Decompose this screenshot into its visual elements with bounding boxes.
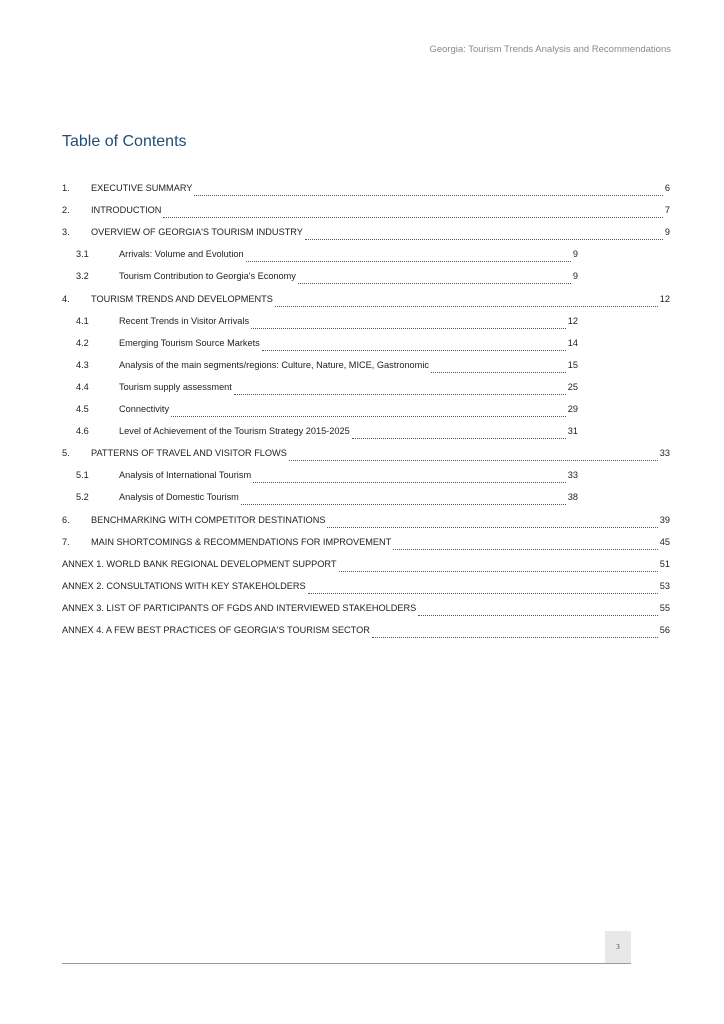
toc-entry-page: 9 [572, 271, 578, 281]
toc-entry-number: 4.2 [76, 338, 89, 348]
toc-entry-4[interactable] [62, 294, 670, 308]
dot-leader [163, 209, 662, 218]
toc-entry-number: 2. [62, 205, 70, 215]
toc-entry-2[interactable] [62, 205, 670, 219]
dot-leader [262, 342, 566, 351]
toc-entry-page: 33 [659, 448, 670, 458]
dot-leader [298, 275, 571, 284]
toc-entry-page: 33 [567, 470, 578, 480]
toc-entry-text: Tourism supply assessment [119, 382, 232, 392]
dot-leader [251, 320, 566, 329]
toc-entry-page: 45 [659, 537, 670, 547]
toc-entry-text: EXECUTIVE SUMMARY [91, 183, 193, 193]
toc-entry-text: Recent Trends in Visitor Arrivals [119, 316, 250, 326]
toc-entry-3-1[interactable] [76, 249, 578, 263]
toc-entry-3[interactable] [62, 227, 670, 241]
dot-leader [393, 541, 657, 550]
toc-annex-3[interactable] [62, 603, 670, 617]
toc-entry-number: 3. [62, 227, 70, 237]
toc-entry-number: 5. [62, 448, 70, 458]
toc-entry-number: 4.4 [76, 382, 89, 392]
dot-leader [305, 231, 663, 240]
toc-entry-text: PATTERNS OF TRAVEL AND VISITOR FLOWS [91, 448, 287, 458]
toc-entry-5-1[interactable] [76, 470, 578, 484]
toc-annex-1[interactable] [62, 559, 670, 573]
toc-entry-6[interactable] [62, 515, 670, 529]
dot-leader [339, 563, 658, 572]
toc-entry-4-6[interactable] [76, 426, 578, 440]
toc-entry-text: ANNEX 1. WORLD BANK REGIONAL DEVELOPMENT SUPPORT [62, 559, 337, 569]
toc-entry-page: 6 [664, 183, 670, 193]
toc-entry-number: 4. [62, 294, 70, 304]
toc-entry-text: Tourism Contribution to Georgia's Economy [119, 271, 296, 281]
dot-leader [171, 408, 566, 417]
toc-entry-text: INTRODUCTION [91, 205, 162, 215]
toc-entry-page: 7 [664, 205, 670, 215]
toc-entry-page: 53 [659, 581, 670, 591]
dot-leader [308, 585, 658, 594]
toc-entry-7[interactable] [62, 537, 670, 551]
dot-leader [352, 430, 566, 439]
toc-entry-text: OVERVIEW OF GEORGIA'S TOURISM INDUSTRY [91, 227, 303, 237]
toc-entry-page: 55 [659, 603, 670, 613]
toc-entry-text: Analysis of International Tourism [119, 470, 252, 480]
toc-entry-number: 6. [62, 515, 70, 525]
toc-entry-text: ANNEX 3. LIST OF PARTICIPANTS OF FGDS AND INTERVIEWED STAKEHOLDERS [62, 603, 417, 613]
toc-entry-number: 4.5 [76, 404, 89, 414]
toc-title: Table of Contents [62, 133, 187, 150]
toc-entry-number: 3.2 [76, 271, 89, 281]
toc-entry-1[interactable] [62, 183, 670, 197]
toc-entry-number: 5.2 [76, 492, 89, 502]
toc-entry-page: 9 [664, 227, 670, 237]
toc-entry-number: 4.3 [76, 360, 89, 370]
dot-leader [241, 496, 566, 505]
toc-entry-text: Analysis of the main segments/regions: Culture, Nature, MICE, Gastronomic [119, 360, 429, 370]
toc-entry-page: 25 [567, 382, 578, 392]
toc-entry-4-2[interactable] [76, 338, 578, 352]
dot-leader [327, 519, 657, 528]
toc-entry-text: Arrivals: Volume and Evolution [119, 249, 244, 259]
dot-leader [234, 386, 566, 395]
running-header: Georgia: Tourism Trends Analysis and Recommendations [429, 44, 671, 55]
toc-annex-4[interactable] [62, 625, 670, 639]
toc-entry-3-2[interactable] [76, 271, 578, 285]
toc-entry-4-1[interactable] [76, 316, 578, 330]
dot-leader [289, 452, 658, 461]
toc-entry-text: ANNEX 2. CONSULTATIONS WITH KEY STAKEHOLDERS [62, 581, 306, 591]
toc-entry-5[interactable] [62, 448, 670, 462]
toc-entry-4-3[interactable] [76, 360, 578, 374]
toc-entry-number: 4.1 [76, 316, 89, 326]
toc-entry-number: 3.1 [76, 249, 89, 259]
toc-entry-page: 14 [567, 338, 578, 348]
toc-entry-5-2[interactable] [76, 492, 578, 506]
toc-entry-page: 31 [567, 426, 578, 436]
toc-entry-page: 12 [659, 294, 670, 304]
toc-entry-text: TOURISM TRENDS AND DEVELOPMENTS [91, 294, 273, 304]
toc-entry-4-4[interactable] [76, 382, 578, 396]
dot-leader [372, 629, 658, 638]
toc-entry-page: 29 [567, 404, 578, 414]
toc-entry-text: ANNEX 4. A FEW BEST PRACTICES OF GEORGIA'S TOURISM SECTOR [62, 625, 370, 635]
toc-entry-number: 1. [62, 183, 70, 193]
dot-leader [275, 298, 658, 307]
footer-divider [62, 963, 631, 964]
dot-leader [418, 607, 657, 616]
toc-entry-number: 5.1 [76, 470, 89, 480]
toc-entry-page: 39 [659, 515, 670, 525]
toc-entry-4-5[interactable] [76, 404, 578, 418]
toc-entry-page: 15 [567, 360, 578, 370]
toc-entry-text: Connectivity [119, 404, 170, 414]
toc-entry-text: Emerging Tourism Source Markets [119, 338, 260, 348]
toc-entry-page: 9 [572, 249, 578, 259]
toc-entry-number: 4.6 [76, 426, 89, 436]
dot-leader [246, 253, 571, 262]
toc-entry-text: BENCHMARKING WITH COMPETITOR DESTINATIONS [91, 515, 326, 525]
toc-entry-page: 12 [567, 316, 578, 326]
toc-entry-number: 7. [62, 537, 70, 547]
page-number: 3 [605, 931, 631, 963]
dot-leader [194, 187, 662, 196]
toc-entry-page: 56 [659, 625, 670, 635]
dot-leader [253, 474, 566, 483]
dot-leader [431, 364, 566, 373]
toc-entry-text: MAIN SHORTCOMINGS & RECOMMENDATIONS FOR IMPROVEMENT [91, 537, 392, 547]
toc-entry-text: Analysis of Domestic Tourism [119, 492, 239, 502]
toc-entry-page: 51 [659, 559, 670, 569]
toc-entry-text: Level of Achievement of the Tourism Strategy 2015-2025 [119, 426, 350, 436]
toc-annex-2[interactable] [62, 581, 670, 595]
toc-entry-page: 38 [567, 492, 578, 502]
